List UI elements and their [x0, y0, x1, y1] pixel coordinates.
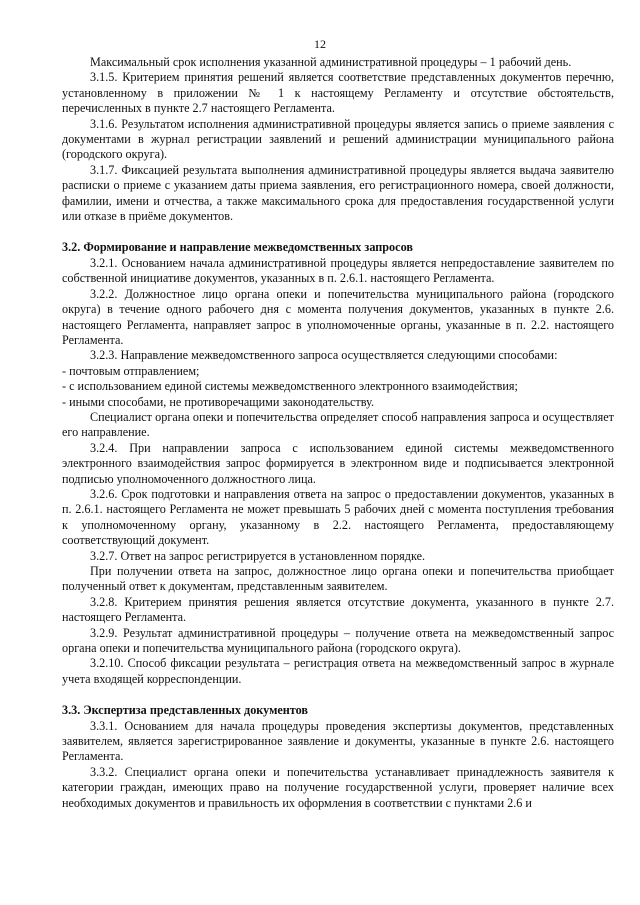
paragraph-3-1-6: 3.1.6. Результатом исполнения административной процедуры является запись о приеме заявления с документами в журнал регистрации заявлений и решений администрации муниципального района (городского округа).	[62, 116, 614, 162]
paragraph-3-2-7: 3.2.7. Ответ на запрос регистрируется в установленном порядке.	[90, 548, 426, 563]
paragraph-3-3-1: 3.3.1. Основанием для начала процедуры проведения экспертизы документов, представленных заявителем, является зарегистрированное заявление и документы, указанные в пункте 2.6. настоящего Регламента.	[62, 718, 614, 764]
section-heading-3-3: 3.3. Экспертиза представленных документов	[62, 703, 309, 718]
paragraph-3-2-3: 3.2.3. Направление межведомственного запроса осуществляется следующими способами:	[90, 348, 558, 363]
paragraph-3-1-7: 3.1.7. Фиксацией результата выполнения административной процедуры является выдача заявителю расписки о приеме с указанием даты приема заявления, его регистрационного номера, своей должности, фамилии, имени и отчества, а также максимального срока для предоставления государственной услуги или отказе в приёме документов.	[62, 162, 614, 224]
paragraph-3-3-2: 3.3.2. Специалист органа опеки и попечительства устанавливает принадлежность заявителя к категории граждан, имеющих право на получение государственной услуги, проверяет наличие всех необходимых документов и правильность их оформления в соответствии с пунктами 2.6 и	[62, 764, 614, 810]
paragraph-3-2-9: 3.2.9. Результат административной процедуры – получение ответа на межведомственный запрос органа опеки и попечительства муниципального района (городского округа).	[62, 625, 614, 656]
list-item-smev: - с использованием единой системы межведомственного электронного взаимодействия;	[62, 379, 518, 394]
paragraph-max-term: Максимальный срок исполнения указанной административной процедуры – 1 рабочий день.	[90, 55, 572, 69]
paragraph-3-2-10: 3.2.10. Способ фиксации результата – регистрация ответа на межведомственный запрос в журнале учета входящей корреспонденции.	[62, 656, 614, 686]
paragraph-3-2-7-answer: При получении ответа на запрос, должностное лицо органа опеки и попечительства приобщает полученный ответ к документам, представленным заявителем.	[62, 564, 614, 594]
section-heading-3-2: 3.2. Формирование и направление межведомственных запросов	[62, 240, 413, 255]
list-item-other: - иными способами, не противоречащими законодательству.	[62, 394, 375, 409]
document-body	[62, 55, 614, 811]
paragraph-3-2-1: 3.2.1. Основанием начала административной процедуры является непредоставление заявителем по собственной инициативе документов, указанных в п. 2.6.1. настоящего Регламента.	[62, 255, 614, 286]
paragraph-3-2-2: 3.2.2. Должностное лицо органа опеки и попечительства муниципального района (городского округа) в течение одного рабочего дня с момента получения документов, указанных в пункте 2.6. настоящего Регламента, направляет запрос в уполномоченные органы, указанные в п. 2.2. настоящего Регламента.	[62, 286, 614, 347]
paragraph-3-2-6: 3.2.6. Срок подготовки и направления ответа на запрос о предоставлении документов, указанных в п. 2.6.1. настоящего Регламента не может превышать 5 рабочих дней с момента поступления требования к уполномоченному органу, указанному в 2.2. настоящего Регламента, предоставляющему соответствующий документ.	[62, 486, 614, 548]
paragraph-3-2-4: 3.2.4. При направлении запроса с использованием единой системы межведомственного электронного взаимодействия запрос формируется в электронном виде и подписывается электронной подписью уполномоченного должностного лица.	[62, 440, 614, 486]
paragraph-3-2-3-specialist: Специалист органа опеки и попечительства определяет способ направления запроса и осуществляет его направление.	[62, 409, 614, 440]
paragraph-3-1-5: 3.1.5. Критерием принятия решений является соответствие представленных документов перечню, установленному в приложении № 1 к настоящему Регламенту и отсутствие обстоятельств, перечисленных в пункте 2.7 настоящего Регламента.	[62, 70, 614, 116]
list-item-post: - почтовым отправлением;	[62, 363, 200, 378]
page-number: 12	[314, 37, 326, 51]
paragraph-3-2-8: 3.2.8. Критерием принятия решения является отсутствие документа, указанного в пункте 2.7. настоящего Регламента.	[62, 594, 614, 625]
